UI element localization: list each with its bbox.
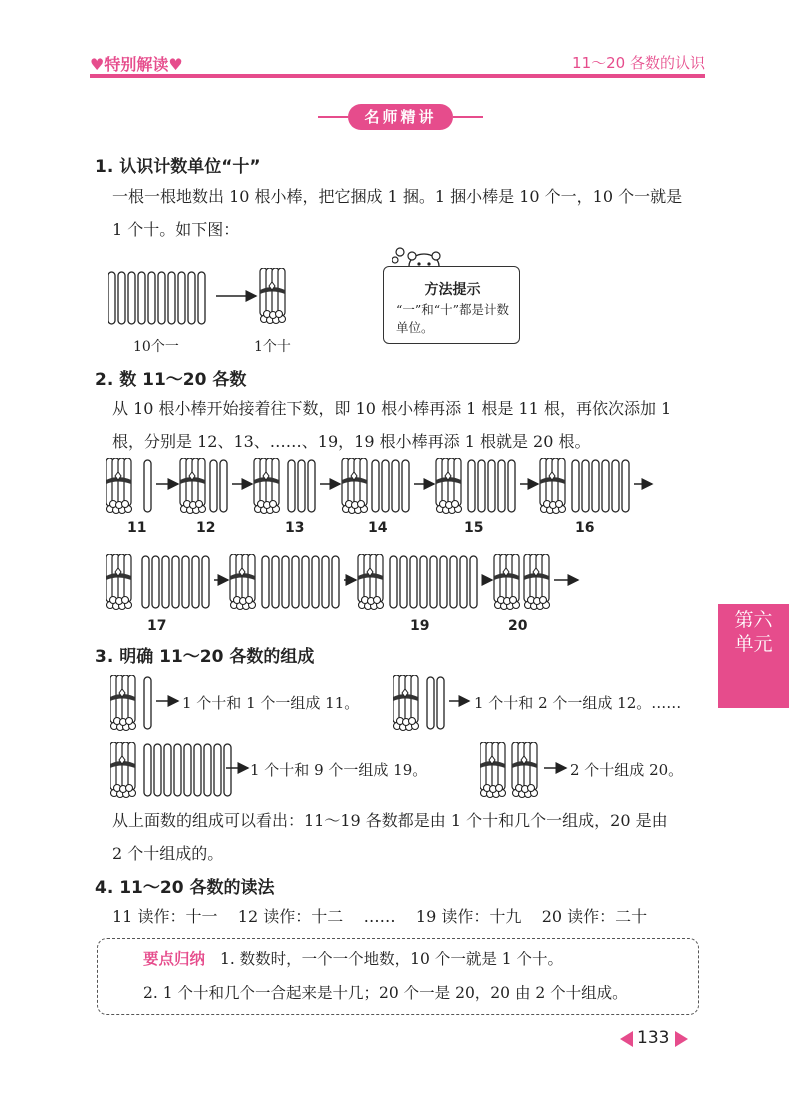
section-1-title: 1. 认识计数单位“十” [95,157,261,177]
composition-20-text: 2 个十组成 20。 [570,761,684,779]
banner-line-left [318,116,348,118]
section-2-line-1: 从 10 根小棒开始接着往下数，即 10 根小棒再添 1 根是 11 根，再依次添加 1 [112,399,672,418]
number-label: 15 [464,520,484,536]
section-2-title: 2. 数 11～20 各数 [95,370,247,390]
unit-side-tab [718,604,789,708]
triangle-left-icon [620,1031,634,1047]
composition-12-text: 1 个十和 2 个一组成 12。…… [474,694,682,712]
section-2-line-2: 根，分别是 12、13、……、19，19 根小棒再添 1 根就是 20 根。 [112,432,591,451]
section-3-paragraph [112,804,707,870]
summary-line-1 [143,947,563,969]
section-4-readings: 11 读作：十一 12 读作：十二 …… 19 读作：十九 20 读作：二十 [112,907,648,926]
tip-box [383,266,520,344]
count-row-2-figure [106,554,586,614]
section-1-line-2: 1 个十。如下图： [112,220,240,239]
summary-line-2: 2. 1 个十和几个一合起来是十几；20 个一是 20，20 由 2 个十组成。 [143,984,628,1002]
section-1-line-1: 一根一根地数出 10 根小棒，把它捆成 1 捆。1 捆小棒是 10 个一，10 个一就是 [112,187,683,206]
caption-ten-ones: 10个一 [133,339,179,355]
tip-body: “一”和“十”都是计数单位。 [396,302,510,335]
header-divider [90,74,705,78]
triangle-right-icon [674,1031,688,1047]
header-right-title: 11～20 各数的认识 [572,54,705,72]
section-banner [318,104,483,130]
composition-11-figure [110,675,180,733]
number-label: 13 [285,520,305,536]
composition-20-figure [480,742,568,800]
section-3-line-2: 2 个十组成的。 [112,844,224,863]
count-row-1-figure [106,458,656,516]
caption-one-ten: 1个十 [254,339,291,355]
number-label: 17 [147,618,167,634]
section-3-line-1: 从上面数的组成可以看出：11～19 各数都是由 1 个十和几个一组成，20 是由 [112,811,668,830]
composition-19-figure [110,742,250,800]
number-label: 19 [410,618,430,634]
banner-line-right [453,116,483,118]
summary-line-1-text: 1. 数数时，一个一个地数，10 个一就是 1 个十。 [219,950,564,968]
side-tab-line-2: 单元 [734,633,773,655]
number-label: 20 [508,618,528,634]
bundle-of-ten [260,268,286,324]
number-label: 14 [368,520,388,536]
page-header [90,52,705,76]
section-4-title: 4. 11～20 各数的读法 [95,878,275,898]
number-label: 16 [575,520,595,536]
summary-box [97,938,699,1015]
section-1-paragraph [112,180,707,246]
section-3-title: 3. 明确 11～20 各数的组成 [95,647,315,667]
ten-loose-sticks [108,272,205,324]
section-2-paragraph [112,392,707,458]
composition-11-text: 1 个十和 1 个一组成 11。 [182,694,360,712]
ten-sticks-figure [108,268,308,338]
tip-title: 方法提示 [424,282,481,298]
composition-19-text: 1 个十和 9 个一组成 19。 [250,761,428,779]
summary-key: 要点归纳 [143,950,206,968]
side-tab-line-1: 第六 [734,609,773,631]
banner-label: 名师精讲 [348,104,453,130]
page-number: 133 [637,1028,670,1048]
number-label: 12 [196,520,216,536]
number-label: 11 [127,520,147,536]
header-left-title: ♥特别解读♥ [90,55,183,74]
composition-12-figure [393,675,471,733]
